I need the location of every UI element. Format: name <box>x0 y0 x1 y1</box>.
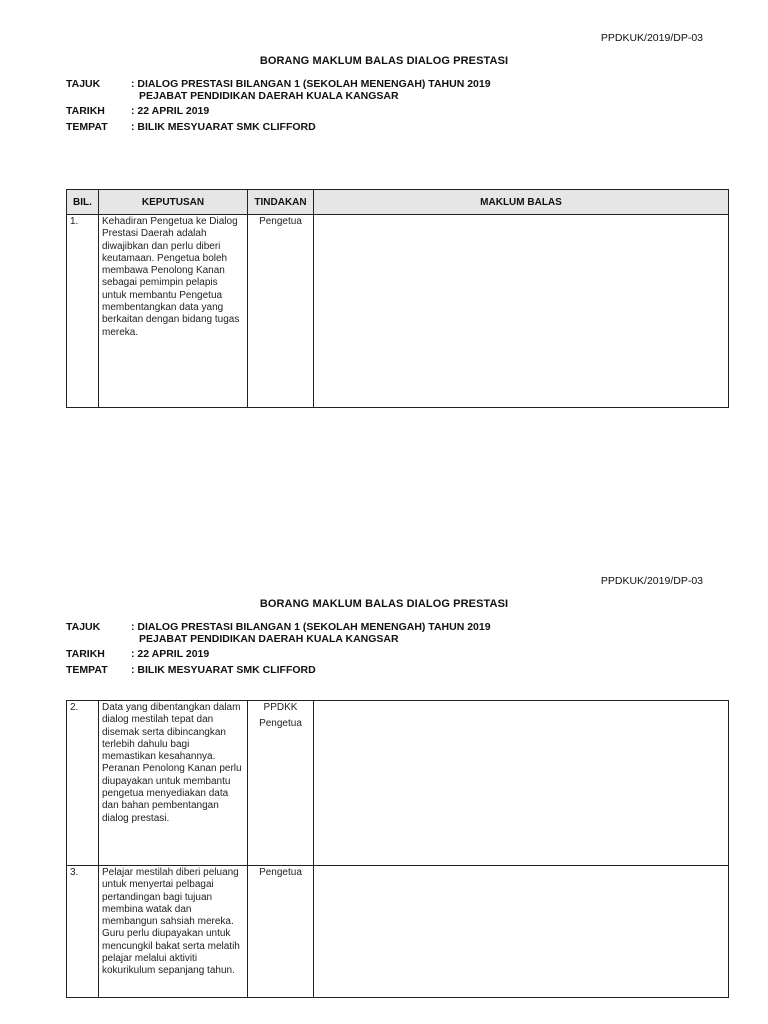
form-title: BORANG MAKLUM BALAS DIALOG PRESTASI <box>259 598 509 610</box>
tajuk-label: TAJUK <box>66 78 101 90</box>
feedback-table <box>66 189 729 408</box>
tajuk-label: TAJUK <box>66 621 101 633</box>
header-keputusan: KEPUTUSAN <box>99 190 248 215</box>
tempat-value: : BILIK MESYUARAT SMK CLIFFORD <box>131 121 316 133</box>
tindakan-item: PPDKK <box>263 702 298 713</box>
tajuk-value: : DIALOG PRESTASI BILANGAN 1 (SEKOLAH MENENGAH) TAHUN 2019 <box>131 78 491 90</box>
tindakan-item: Pengetua <box>259 216 302 227</box>
tarikh-value: : 22 APRIL 2019 <box>131 105 210 117</box>
row-bil: 2. <box>67 701 99 866</box>
row-tindakan <box>248 701 314 866</box>
table-row <box>67 215 729 408</box>
row-bil: 1. <box>67 215 99 408</box>
tarikh-label: TARIKH <box>66 648 105 660</box>
maklum-balas-field[interactable] <box>314 866 729 998</box>
header-maklum-balas: MAKLUM BALAS <box>314 190 729 215</box>
tempat-value: : BILIK MESYUARAT SMK CLIFFORD <box>131 664 316 676</box>
tempat-label: TEMPAT <box>66 664 108 676</box>
feedback-table <box>66 700 729 998</box>
tarikh-label: TARIKH <box>66 105 105 117</box>
maklum-balas-field[interactable] <box>314 701 729 866</box>
header-tindakan: TINDAKAN <box>248 190 314 215</box>
maklum-balas-field[interactable] <box>314 215 729 408</box>
form-title: BORANG MAKLUM BALAS DIALOG PRESTASI <box>259 55 509 67</box>
row-keputusan: Data yang dibentangkan dalam dialog mestilah tepat dan disemak serta dibincangkan terlebih dahulu bagi memastikan kesahannya. Peranan Penolong Kanan perlu diupayakan untuk membantu pengetua menyediakan data dan bahan pembentangan dialog prestasi. <box>99 701 248 866</box>
tindakan-item: Pengetua <box>259 867 302 878</box>
row-bil: 3. <box>67 866 99 998</box>
table-row <box>67 866 729 998</box>
row-keputusan: Pelajar mestilah diberi peluang untuk menyertai pelbagai pertandingan bagi tujuan membina watak dan membangun sahsiah mereka. Guru perlu diupayakan untuk mencungkil bakat serta melatih pelajar melalui aktiviti kokurikulum sepanjang tahun. <box>99 866 248 998</box>
tajuk-value-line2: PEJABAT PENDIDIKAN DAERAH KUALA KANGSAR <box>139 90 399 102</box>
tindakan-item: Pengetua <box>259 718 302 730</box>
tarikh-value: : 22 APRIL 2019 <box>131 648 210 660</box>
row-tindakan <box>248 866 314 998</box>
reference-code: PPDKUK/2019/DP-03 <box>600 575 703 587</box>
row-tindakan <box>248 215 314 408</box>
table-header-row <box>67 190 729 215</box>
tajuk-value: : DIALOG PRESTASI BILANGAN 1 (SEKOLAH MENENGAH) TAHUN 2019 <box>131 621 491 633</box>
tajuk-value-line2: PEJABAT PENDIDIKAN DAERAH KUALA KANGSAR <box>139 633 399 645</box>
header-bil: BIL. <box>67 190 99 215</box>
table-row <box>67 701 729 866</box>
row-keputusan: Kehadiran Pengetua ke Dialog Prestasi Daerah adalah diwajibkan dan perlu diberi keutamaan. Pengetua boleh membawa Penolong Kanan sebagai pemimpin pelapis untuk membantu Pengetua membentangkan data yang berkaitan dengan bidang tugas mereka. <box>99 215 248 408</box>
reference-code: PPDKUK/2019/DP-03 <box>600 32 703 44</box>
tempat-label: TEMPAT <box>66 121 108 133</box>
